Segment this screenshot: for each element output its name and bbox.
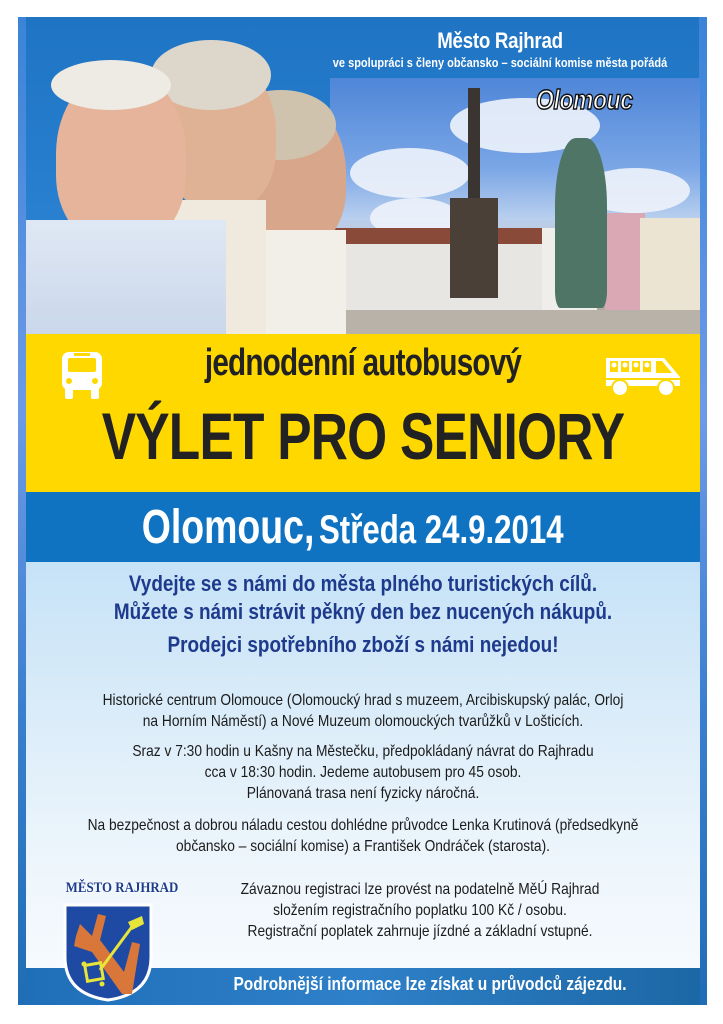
- seniors-photo: [26, 30, 356, 334]
- meeting-line: cca v 18:30 hodin. Jedeme autobusem pro 45 osob.: [204, 764, 522, 781]
- meeting-line: Sraz v 7:30 hodin u Kašny na Městečku, předpokládaný návrat do Rajhradu: [132, 743, 594, 760]
- olomouc-city-photo: [330, 78, 700, 334]
- lead-line-3: Prodejci spotřebního zboží s námi nejedou!: [167, 632, 559, 657]
- registration-line: Závaznou registraci lze provést na podatelně MěÚ Rajhrad: [240, 881, 600, 898]
- destination-city: Olomouc,: [142, 501, 315, 554]
- trip-date: [26, 500, 700, 555]
- organizer-title: Město Rajhrad: [437, 28, 563, 53]
- lead-line-1: Vydejte se s námi do města plného turistických cílů.: [128, 571, 598, 596]
- coat-of-arms-icon: [62, 902, 154, 1002]
- frame-right-edge: [699, 17, 707, 1005]
- town-logo-label: MĚSTO RAJHRAD: [65, 880, 179, 896]
- bus-front-icon: [60, 350, 104, 400]
- organizer-subtitle: ve spolupráci s členy občansko – sociální komise města pořádá: [332, 56, 668, 70]
- guides-line: Na bezpečnost a dobrou náladu cestou dohlédne průvodce Lenka Krutinová (předsedkyně: [87, 817, 639, 834]
- lead-line-2: Můžete s námi strávit pěkný den bez nucených nákupů.: [113, 599, 613, 624]
- frame-left-edge: [18, 17, 26, 1005]
- program-line: Historické centrum Olomouce (Olomoucký hrad s muzeem, Arcibiskupský palác, Orloj: [102, 692, 624, 709]
- trip-subheading: jednodenní autobusový: [204, 342, 522, 384]
- program-line: na Horním Náměstí) a Nové Muzeum olomouckých tvarůžků v Lošticích.: [142, 713, 584, 730]
- footer-info: Podrobnější informace lze získat u průvodců zájezdu.: [233, 974, 627, 994]
- program-paragraph: [73, 690, 653, 732]
- guides-line: občansko – sociální komise) a František Ondráček (starosta).: [176, 838, 550, 855]
- guides-paragraph: [73, 815, 653, 857]
- trip-heading: VÝLET PRO SENIORY: [101, 399, 625, 473]
- day-date: Středa 24.9.2014: [319, 508, 564, 552]
- meeting-line: Plánovaná trasa není fyzicky náročná.: [246, 785, 480, 802]
- meeting-paragraph: [73, 741, 653, 804]
- registration-line: složením registračního poplatku 100 Kč / osobu.: [273, 902, 567, 919]
- photo-location-tag: Olomouc: [536, 84, 633, 115]
- registration-line: Registrační poplatek zahrnuje jízdné a základní vstupné.: [247, 923, 593, 940]
- registration-paragraph: [162, 879, 678, 942]
